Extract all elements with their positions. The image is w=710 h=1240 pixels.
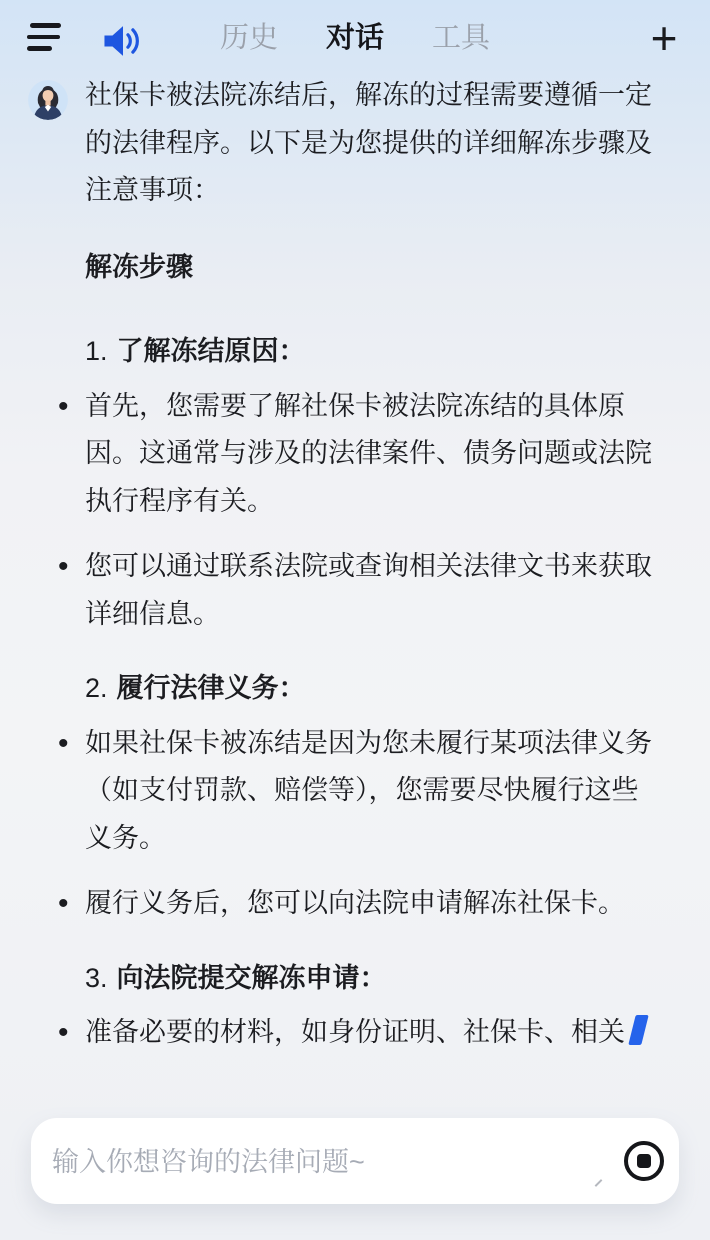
- section-heading: 解冻步骤: [85, 251, 193, 282]
- tab-bar: [0, 0, 710, 76]
- bullet-text: 准备必要的材料，如身份证明、社保卡、相关: [85, 1017, 625, 1047]
- plus-icon: +: [650, 12, 678, 64]
- bullet-item: • 履行义务后，您可以向法院申请解冻社保卡。: [85, 880, 662, 928]
- step-number: 3.: [85, 962, 108, 993]
- streaming-cursor-icon: [628, 1015, 648, 1045]
- assistant-message: [85, 72, 662, 1057]
- step-3-heading: [85, 955, 662, 1003]
- message-composer: [31, 1118, 679, 1204]
- step-number: 1.: [85, 336, 108, 366]
- bullet-item: • 首先，您需要了解社保卡被法院冻结的具体原因。这通常与涉及的法律案件、债务问题或法院执行程序有关。: [85, 383, 662, 526]
- step-title: 履行法律义务：: [116, 673, 306, 703]
- tab-tools[interactable]: 工具: [432, 21, 491, 54]
- step-3: [85, 955, 662, 1057]
- new-chat-button[interactable]: [636, 8, 692, 68]
- stop-generating-button[interactable]: [624, 1141, 664, 1181]
- step-2-heading: [85, 665, 662, 713]
- resize-grip-icon: [595, 1179, 603, 1187]
- step-2: [85, 665, 662, 928]
- question-input[interactable]: [50, 1118, 554, 1206]
- step-title: 向法院提交解冻申请：: [116, 962, 387, 993]
- tab-dialogue[interactable]: 对话: [325, 21, 384, 54]
- step-title: 了解冻结原因：: [116, 336, 306, 366]
- top-bar: [0, 0, 710, 76]
- tab-history[interactable]: 历史: [219, 21, 278, 54]
- step-number: 2.: [85, 673, 108, 703]
- bullet-item: • 如果社保卡被冻结是因为您未履行某项法律义务（如支付罚款、赔偿等），您需要尽快履行这些义务。: [85, 720, 662, 863]
- message-intro: 社保卡被法院冻结后，解冻的过程需要遵循一定的法律程序。以下是为您提供的详细解冻步骤及注意事项：: [85, 80, 652, 205]
- bullet-item: [85, 1009, 662, 1057]
- step-1: [85, 328, 662, 638]
- assistant-avatar: [28, 80, 68, 120]
- step-1-heading: [85, 328, 662, 376]
- bullet-item: • 您可以通过联系法院或查询相关法律文书来获取详细信息。: [85, 543, 662, 638]
- stop-square-icon: [637, 1154, 651, 1168]
